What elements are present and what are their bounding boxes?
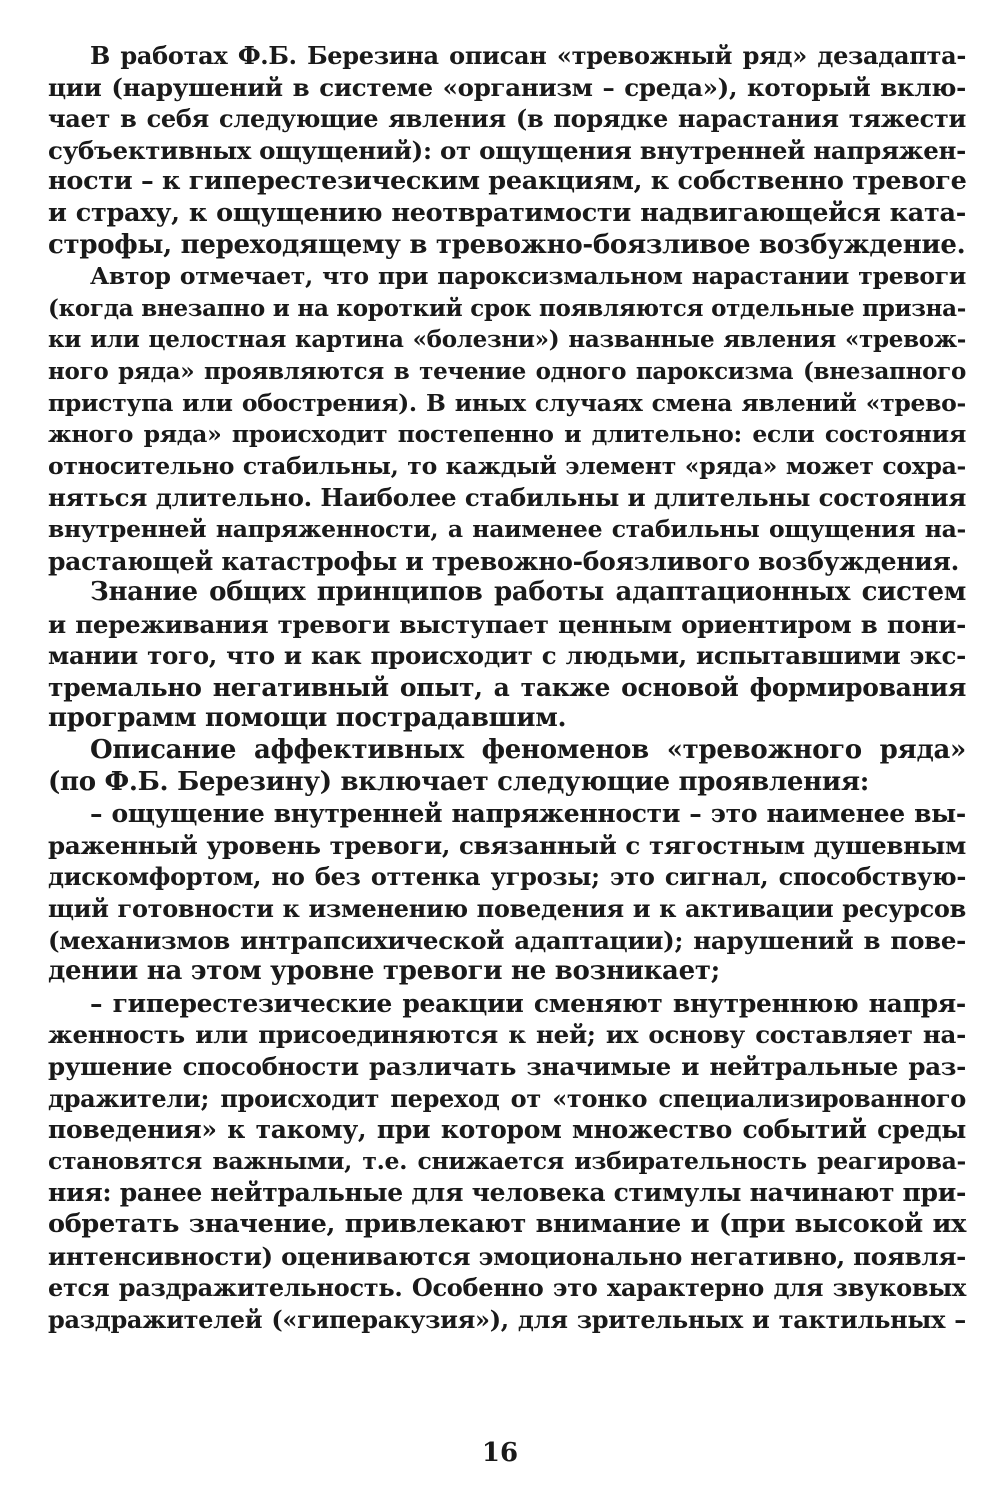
text-line: строфы, переходящему в тревожно-боязливое возбуждение. [48, 229, 966, 260]
text-line: ции (нарушений в системе «организм – среда»), который вклю- [48, 72, 966, 102]
text-line: ется раздражительность. Особенно это характерно для звуковых [48, 1273, 966, 1303]
text-line: ного ряда» проявляются в течение одного пароксизма (внезапного [48, 357, 966, 385]
text-line: чает в себя следующие явления (в порядке нарастания тяжести [48, 104, 966, 134]
text-line: жного ряда» происходит постепенно и длительно: если состояния [48, 420, 966, 449]
text-line: Автор отмечает, что при пароксизмальном нарастании тревоги [90, 262, 966, 291]
text-line: дискомфортом, но без оттенка угрозы; это сигнал, способствую- [48, 862, 966, 892]
text-line: относительно стабильны, то каждый элемент «ряда» может сохра- [48, 451, 966, 480]
text-line: тремально негативный опыт, а также основой формирования [48, 672, 966, 702]
text-line: и страху, к ощущению неотвратимости надвигающейся ката- [48, 197, 966, 228]
text-line: раженный уровень тревоги, связанный с тягостным душевным [48, 830, 966, 860]
text-line: (механизмов интрапсихической адаптации); нарушений в пове- [48, 925, 966, 955]
text-line: – гиперестезические реакции сменяют внутреннюю напря- [90, 988, 966, 1018]
text-line: обретать значение, привлекают внимание и (при высокой их [48, 1208, 966, 1239]
text-line: (когда внезапно и на короткий срок появляются отдельные призна- [48, 294, 966, 322]
text-line: интенсивности) оцениваются эмоционально негативно, появля- [48, 1241, 966, 1271]
text-line: программ помощи пострадавшим. [48, 703, 567, 734]
text-line: няться длительно. Наиболее стабильны и длительны состояния [48, 483, 966, 513]
text-line: – ощущение внутренней напряженности – это наименее вы- [90, 799, 966, 829]
text-line: дражители; происходит переход от «тонко специализированного [48, 1083, 966, 1113]
text-line: дении на этом уровне тревоги не возникает; [48, 956, 720, 987]
text-line: Знание общих принципов работы адаптационных систем [90, 577, 966, 608]
text-line: внутренней напряженности, а наименее стабильны ощущения на- [48, 514, 966, 543]
text-line: Описание аффективных феноменов «тревожного ряда» [90, 735, 966, 766]
text-line: ки или целостная картина «болезни») названные явления «тревож- [48, 326, 966, 354]
text-line: поведения» к такому, при котором множество событий среды [48, 1115, 966, 1145]
text-line: В работах Ф.Б. Березина описан «тревожный ряд» дезадапта- [90, 41, 966, 70]
text-line: щий готовности к изменению поведения и к активации ресурсов [48, 894, 966, 924]
text-line: приступа или обострения). В иных случаях смена явлений «трево- [48, 388, 966, 417]
text-line: женность или присоединяются к ней; их основу составляет на- [48, 1020, 966, 1050]
text-line: и переживания тревоги выступает ценным ориентиром в пони- [48, 609, 966, 639]
text-line: растающей катастрофы и тревожно-боязливого возбуждения. [48, 546, 960, 576]
text-page [48, 40, 966, 1335]
text-line: ности – к гиперестезическим реакциям, к собственно тревоге [48, 166, 967, 197]
text-line: (по Ф.Б. Березину) включает следующие проявления: [48, 766, 870, 797]
text-line: раздражителей («гиперакузия»), для зрительных и тактильных – [48, 1304, 966, 1334]
text-line: мании того, что и как происходит с людьми, испытавшими экс- [48, 641, 966, 671]
text-line: становятся важными, т.е. снижается избирательность реагирова- [48, 1146, 966, 1175]
text-line: субъективных ощущений): от ощущения внутренней напряжен- [48, 135, 966, 165]
page-number: 16 [481, 1438, 519, 1468]
text-line: ния: ранее нейтральные для человека стимулы начинают при- [48, 1178, 967, 1208]
text-line: рушение способности различать значимые и нейтральные раз- [48, 1052, 966, 1081]
